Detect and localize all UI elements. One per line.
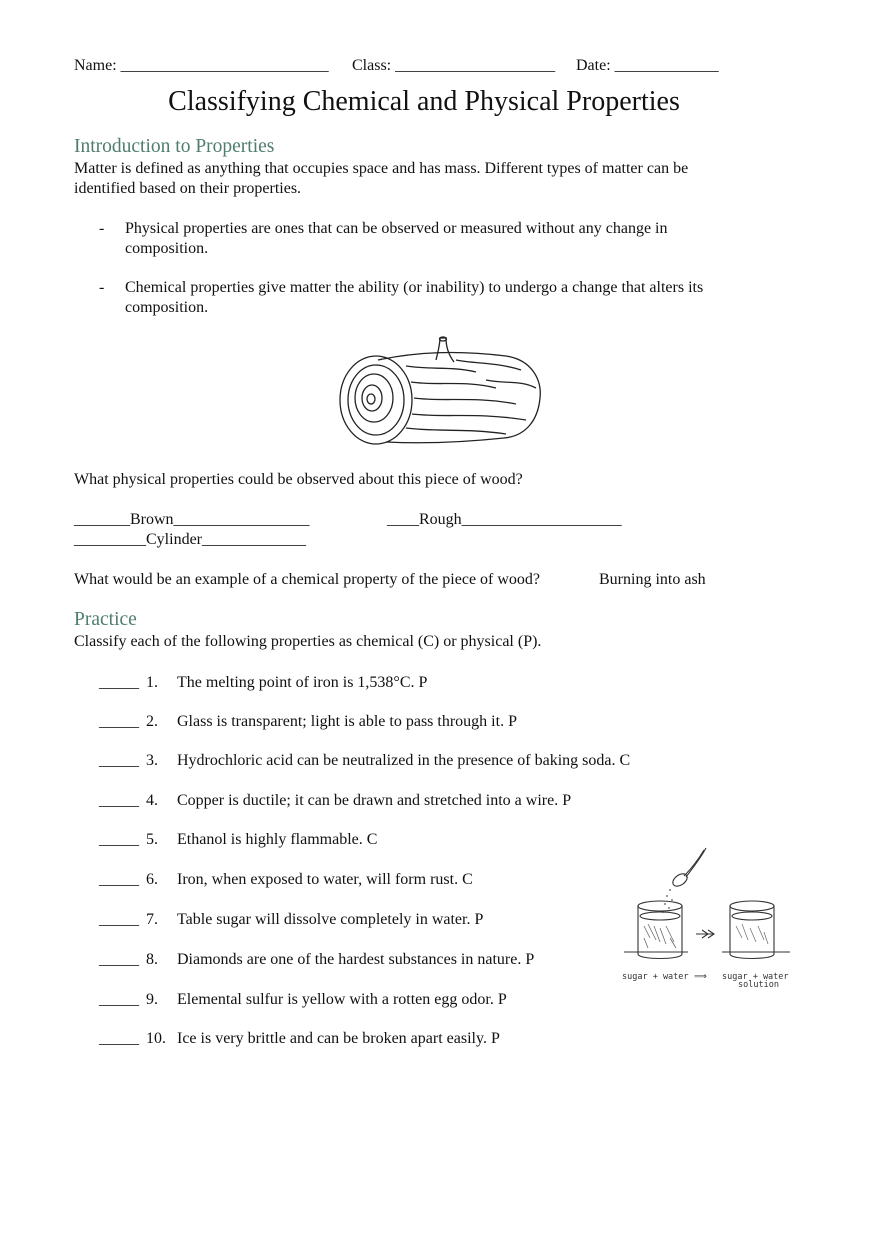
answer-blank: _____ bbox=[99, 674, 139, 691]
item-statement: Hydrochloric acid can be neutralized in the presence of baking soda. C bbox=[177, 752, 631, 769]
item-number: 9. bbox=[146, 991, 158, 1008]
item-number: 1. bbox=[146, 674, 158, 691]
left-beaker-caption: sugar + water bbox=[622, 972, 689, 982]
bullet-physical-line-1: Physical properties are ones that can be observed or measured without any change in bbox=[125, 220, 668, 237]
item-statement: Iron, when exposed to water, will form rust. C bbox=[177, 871, 473, 888]
answer-blank: _____ bbox=[99, 991, 139, 1008]
sugar-dissolving-diagram bbox=[618, 842, 798, 990]
wood-chemical-answer: Burning into ash bbox=[599, 571, 706, 588]
right-beaker-caption: sugar + water bbox=[722, 972, 789, 982]
item-statement: Ethanol is highly flammable. C bbox=[177, 831, 378, 848]
answer-cylinder: _________Cylinder_____________ bbox=[74, 531, 306, 548]
item-statement: Glass is transparent; light is able to pass through it. P bbox=[177, 713, 517, 730]
item-statement: Copper is ductile; it can be drawn and stretched into a wire. P bbox=[177, 792, 572, 809]
item-number: 4. bbox=[146, 792, 158, 809]
item-statement: Table sugar will dissolve completely in water. P bbox=[177, 911, 484, 928]
answer-blank: _____ bbox=[99, 792, 139, 809]
bullet-dash: - bbox=[99, 220, 105, 237]
answer-blank: _____ bbox=[99, 1030, 139, 1047]
name-field: Name: __________________________ bbox=[74, 57, 329, 74]
answer-blank: _____ bbox=[99, 831, 139, 848]
item-number: 10. bbox=[146, 1030, 166, 1047]
bullet-chemical-line-1: Chemical properties give matter the ability (or inability) to undergo a change that alters its bbox=[125, 279, 704, 296]
item-number: 6. bbox=[146, 871, 158, 888]
item-number: 5. bbox=[146, 831, 158, 848]
answer-blank: _____ bbox=[99, 871, 139, 888]
intro-paragraph-line-1: Matter is defined as anything that occupies space and has mass. Different types of matter can be bbox=[74, 160, 689, 177]
item-number: 8. bbox=[146, 951, 158, 968]
wood-log-illustration bbox=[336, 336, 546, 448]
answer-blank: _____ bbox=[99, 951, 139, 968]
answer-brown: _______Brown_________________ bbox=[74, 511, 310, 528]
practice-heading: Practice bbox=[74, 609, 137, 630]
right-beaker-caption-line-2: solution bbox=[738, 980, 779, 990]
item-statement: Ice is very brittle and can be broken apart easily. P bbox=[177, 1030, 500, 1047]
item-number: 7. bbox=[146, 911, 158, 928]
class-field: Class: ____________________ bbox=[352, 57, 556, 74]
answer-rough: ____Rough____________________ bbox=[387, 511, 622, 528]
date-field: Date: _____________ bbox=[576, 57, 719, 74]
intro-heading: Introduction to Properties bbox=[74, 136, 275, 157]
page-title: Classifying Chemical and Physical Properties bbox=[168, 86, 680, 117]
wood-physical-question: What physical properties could be observed about this piece of wood? bbox=[74, 471, 523, 488]
item-statement: The melting point of iron is 1,538°C. P bbox=[177, 674, 428, 691]
item-number: 2. bbox=[146, 713, 158, 730]
intro-paragraph-line-2: identified based on their properties. bbox=[74, 180, 302, 197]
answer-blank: _____ bbox=[99, 713, 139, 730]
item-statement: Elemental sulfur is yellow with a rotten egg odor. P bbox=[177, 991, 507, 1008]
wood-chemical-question: What would be an example of a chemical property of the piece of wood? bbox=[74, 571, 541, 588]
answer-blank: _____ bbox=[99, 752, 139, 769]
caption-arrow: ⟹ bbox=[694, 972, 707, 982]
practice-instructions: Classify each of the following properties as chemical (C) or physical (P). bbox=[74, 633, 542, 650]
answer-blank: _____ bbox=[99, 911, 139, 928]
item-number: 3. bbox=[146, 752, 158, 769]
item-statement: Diamonds are one of the hardest substances in nature. P bbox=[177, 951, 535, 968]
bullet-chemical-line-2: composition. bbox=[125, 299, 209, 316]
bullet-physical-line-2: composition. bbox=[125, 240, 209, 257]
bullet-dash: - bbox=[99, 279, 105, 296]
